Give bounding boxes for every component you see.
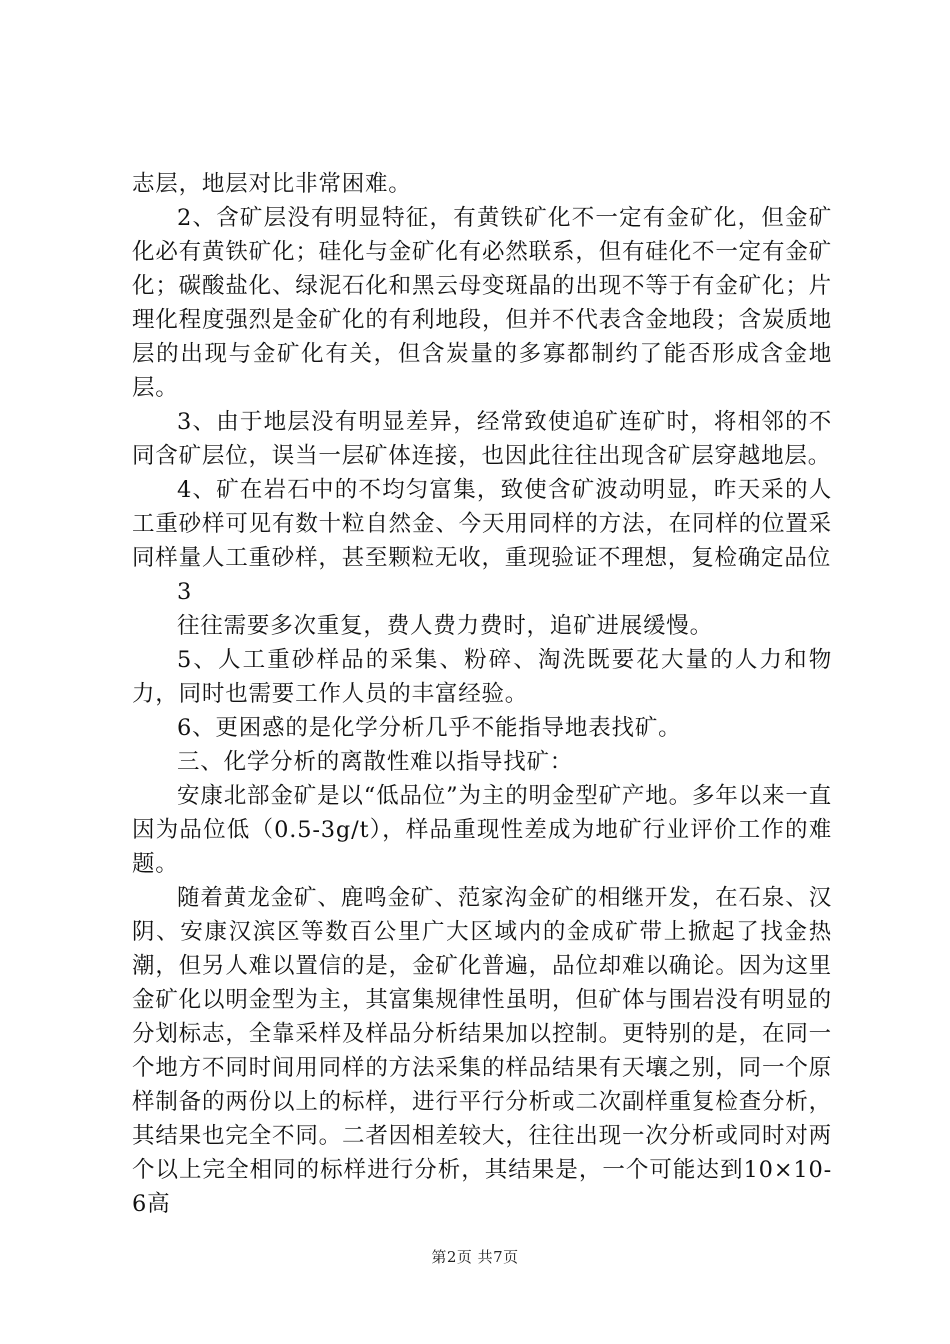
paragraph: 5、人工重砂样品的采集、粉碎、淘洗既要花大量的人力和物力，同时也需要工作人员的丰富经验。 (132, 647, 832, 707)
paragraph: 3、由于地层没有明显差异，经常致使追矿连矿时，将相邻的不同含矿层位，误当一层矿体连接，也因此往往出现含矿层穿越地层。 (132, 409, 832, 469)
paragraph: 志层，地层对比非常困难。 (132, 171, 412, 197)
section-heading: 三、化学分析的离散性难以指导找矿： (177, 749, 574, 775)
paragraph: 3 (177, 579, 193, 605)
paragraph: 安康北部金矿是以“低品位”为主的明金型矿产地。多年以来一直因为品位低（0.5-3g/t），样品重现性差成为地矿行业评价工作的难题。 (132, 783, 832, 877)
paragraph: 随着黄龙金矿、鹿鸣金矿、范家沟金矿的相继开发，在石泉、汉阴、安康汉滨区等数百公里广大区域内的金成矿带上掀起了找金热潮，但另人难以置信的是，金矿化普遍，品位却难以确论。因为这里金矿化以明金型为主，其富集规律性虽明，但矿体与围岩没有明显的分划标志，全靠采样及样品分析结果加以控制。更特别的是，在同一个地方不同时间用同样的方法采集的样品结果有天壤之别，同一个原样制备的两份以上的标样，进行平行分析或二次副样重复检查分析，其结果也完全不同。二者因相差较大，往往出现一次分析或同时对两个以上完全相同的标样进行分析，其结果是，一个可能达到10×10-6高 (132, 885, 832, 1217)
document-body (132, 167, 832, 1221)
page-number-footer: 第2页 共7页 (431, 1248, 519, 1266)
paragraph: 6、更困惑的是化学分析几乎不能指导地表找矿。 (177, 715, 682, 741)
paragraph: 4、矿在岩石中的不均匀富集，致使含矿波动明显，昨天采的人工重砂样可见有数十粒自然金、今天用同样的方法，在同样的位置采同样量人工重砂样，甚至颗粒无收，重现验证不理想，复检确定品位 (132, 477, 832, 571)
paragraph: 2、含矿层没有明显特征，有黄铁矿化不一定有金矿化，但金矿化必有黄铁矿化；硅化与金矿化有必然联系，但有硅化不一定有金矿化；碳酸盐化、绿泥石化和黑云母变斑晶的出现不等于有金矿化；片理化程度强烈是金矿化的有利地段，但并不代表含金地段；含炭质地层的出现与金矿化有关，但含炭量的多寡都制约了能否形成含金地层。 (132, 205, 832, 401)
paragraph: 往往需要多次重复，费人费力费时，追矿进展缓慢。 (177, 613, 713, 639)
